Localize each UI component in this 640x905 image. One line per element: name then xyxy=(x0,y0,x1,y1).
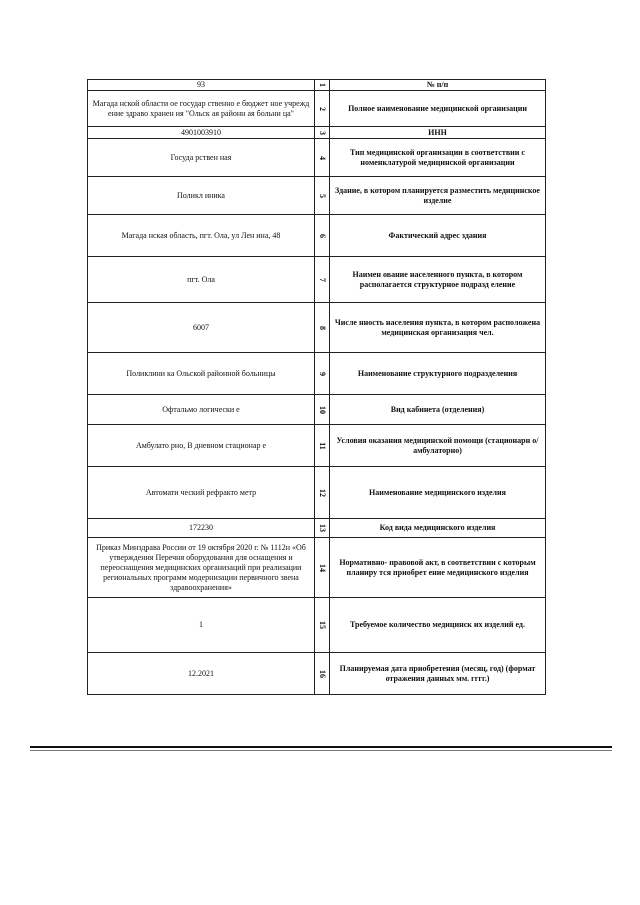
table-row xyxy=(88,215,546,257)
row-label: Наименование медицинского изделия xyxy=(330,467,546,519)
row-number: 2 xyxy=(315,91,330,127)
row-label: ИНН xyxy=(330,127,546,139)
row-label: Нормативно- правовой акт, в соответствии с которым планиру тся приобрет ение медицинского изделия xyxy=(330,538,546,598)
row-value: Автомати ческий рефракто метр xyxy=(88,467,315,519)
table-row xyxy=(88,598,546,653)
row-number: 7 xyxy=(315,257,330,303)
table-row xyxy=(88,91,546,127)
table-row xyxy=(88,127,546,139)
row-label: Здание, в котором планируется разместить медицинское изделие xyxy=(330,177,546,215)
footer-divider xyxy=(30,746,612,748)
table-row xyxy=(88,303,546,353)
table-row xyxy=(88,467,546,519)
row-label: Числе нность населения пункта, в котором расположена медицинская организация чел. xyxy=(330,303,546,353)
row-number: 8 xyxy=(315,303,330,353)
row-value: Госуда рствен ная xyxy=(88,139,315,177)
row-value: Амбулато рно, В дневном стационар е xyxy=(88,425,315,467)
row-number: 1 xyxy=(315,80,330,91)
row-label: Наимен ование населенного пункта, в котором располагается структурное подразд еление xyxy=(330,257,546,303)
row-label: Полное наименование медицинской организации xyxy=(330,91,546,127)
table-row xyxy=(88,519,546,538)
footer-divider xyxy=(30,750,612,751)
row-number: 15 xyxy=(315,598,330,653)
row-value: пгт. Ола xyxy=(88,257,315,303)
row-label: Фактический адрес здания xyxy=(330,215,546,257)
row-label: Условия оказания медицинской помощи (стационарн о/амбулаторно) xyxy=(330,425,546,467)
row-label: Наименование структурного подразделения xyxy=(330,353,546,395)
row-number: 14 xyxy=(315,538,330,598)
row-number: 10 xyxy=(315,395,330,425)
row-value: Офтальмо логически е xyxy=(88,395,315,425)
row-value: 93 xyxy=(88,80,315,91)
table-row xyxy=(88,139,546,177)
table-row xyxy=(88,353,546,395)
row-label: Тип медицинской организации в соответствии с номенклатурой медицинской организации xyxy=(330,139,546,177)
row-number: 13 xyxy=(315,519,330,538)
table-row xyxy=(88,653,546,695)
row-label: Вид кабинета (отделения) xyxy=(330,395,546,425)
medical-equipment-table xyxy=(87,79,546,695)
table-row xyxy=(88,538,546,598)
row-number: 12 xyxy=(315,467,330,519)
table-row xyxy=(88,80,546,91)
row-number: 3 xyxy=(315,127,330,139)
row-number: 9 xyxy=(315,353,330,395)
row-value: Приказ Минздрава России от 19 октября 2020 г. № 1112н «Об утверждения Перечня оборудования для оснащения и переоснащения медицинских организаций при реализации региональных программ модернизации первичного звена здравоохранения» xyxy=(88,538,315,598)
row-value: Поликлини ка Ольской районной больницы xyxy=(88,353,315,395)
table-row xyxy=(88,177,546,215)
row-label: Код вида медицинского изделия xyxy=(330,519,546,538)
table-row xyxy=(88,425,546,467)
table-row xyxy=(88,257,546,303)
table-row xyxy=(88,395,546,425)
row-number: 11 xyxy=(315,425,330,467)
row-value: Магада нская область, пгт. Ола, ул Лен ина, 48 xyxy=(88,215,315,257)
row-value: 4901003910 xyxy=(88,127,315,139)
row-value: Поликл иника xyxy=(88,177,315,215)
row-number: 16 xyxy=(315,653,330,695)
row-number: 4 xyxy=(315,139,330,177)
row-value: 6007 xyxy=(88,303,315,353)
row-number: 6 xyxy=(315,215,330,257)
row-value: 172230 xyxy=(88,519,315,538)
row-label: Требуемое количество медицинск их изделий ед. xyxy=(330,598,546,653)
row-label: № п/п xyxy=(330,80,546,91)
row-value: 1 xyxy=(88,598,315,653)
row-value: 12.2021 xyxy=(88,653,315,695)
row-value: Магада нской области ое государ ственно е бюджет ное учрежд ение здраво хранен ия "Ольск ая районн ая больни ца" xyxy=(88,91,315,127)
row-number: 5 xyxy=(315,177,330,215)
row-label: Планируемая дата приобретения (месяц, год) (формат отражения данных мм. гггг.) xyxy=(330,653,546,695)
